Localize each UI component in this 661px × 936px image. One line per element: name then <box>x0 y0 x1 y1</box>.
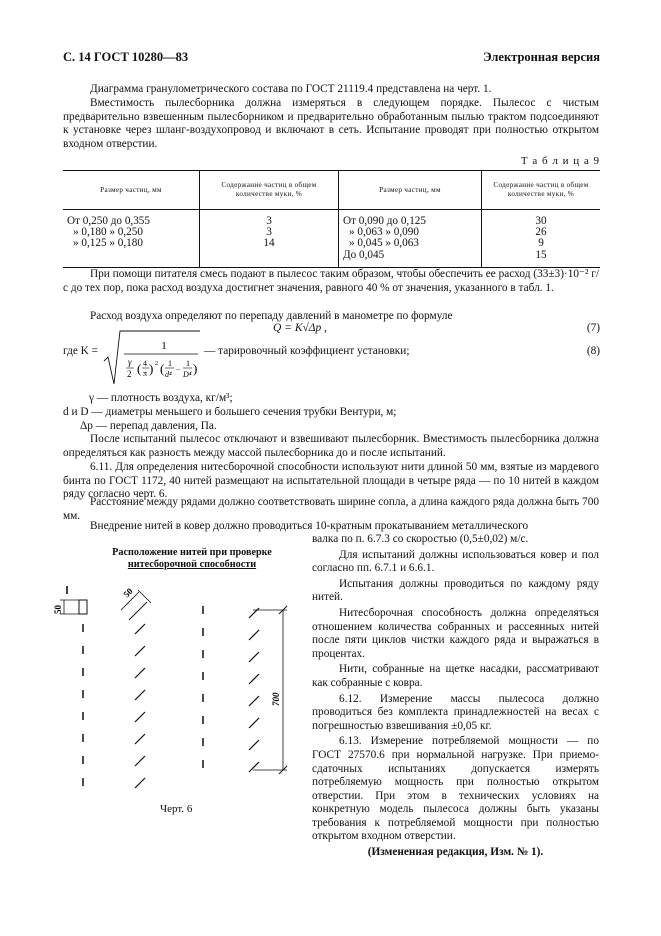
table-header: Размер частиц, мм <box>63 171 200 210</box>
formula-7: Q = K√Δp , <box>273 322 328 334</box>
svg-text:2: 2 <box>127 369 132 379</box>
table-9 <box>63 170 600 268</box>
paragraph-brush: Нити, собранные на щетке насадки, рассматривают как собранные с ковра. <box>312 663 599 689</box>
table-cell: От 0,090 до 0,125 » 0,063 » 0,090 » 0,045 » 0,063 До 0,045 <box>339 210 482 268</box>
dimension-50-vertical: 50 <box>53 605 63 614</box>
amendment-note: (Измененная редакция, Изм. № 1). <box>367 846 544 859</box>
svg-text:D⁴: D⁴ <box>183 370 192 379</box>
svg-text:(: ( <box>160 361 165 376</box>
figure-caption: Черт. 6 <box>160 803 193 815</box>
definition-gamma: γ — плотность воздуха, кг/м³; <box>89 392 233 404</box>
table-header: Содержание частиц в общем количестве муки, % <box>200 171 339 210</box>
svg-text:4: 4 <box>143 359 147 368</box>
table-header: Размер частиц, мм <box>339 171 482 210</box>
formula-8-number: (8) <box>586 345 600 357</box>
figure-6-diagram <box>55 570 305 800</box>
paragraph-pickup: Нитесборочная способность должна определяться отношением количества собранных и рассеянных нитей после пяти циклов чистки каждого ряда и выражаться в процентах. <box>312 606 599 660</box>
svg-text:γ: γ <box>128 357 132 367</box>
paragraph-feeder: При помощи питателя смесь подают в пылесос таким образом, чтобы обеспечить ее расход (33±3)·10⁻² г/с до тех пор, пока расход воздуха достигнет значения, равного 40 % от значения, указанного в табл. 1. <box>63 268 599 294</box>
formula-8-prefix: где K = <box>63 345 99 357</box>
paragraph-row-distance: Расстояние между рядами должно соответствовать ширине сопла, а длина каждого ряда должна быть 700 мм. <box>63 496 599 522</box>
formula-8-tail: — тарировочный коэффициент установки; <box>204 345 410 357</box>
svg-text:1: 1 <box>168 359 172 368</box>
paragraph-diagram: Диаграмма гранулометрического состава по ГОСТ 21119.4 представлена на черт. 1. <box>90 83 492 95</box>
table-header: Содержание частиц в общем количестве муки, % <box>482 171 601 210</box>
table-cell: 3 3 14 <box>200 210 339 268</box>
paragraph-each-row: Испытания должны проводиться по каждому ряду нитей. <box>312 577 599 604</box>
table-cell: 30 26 9 15 <box>482 210 601 268</box>
formula-7-number: (7) <box>586 322 600 334</box>
paragraph-embedding-b: валка по п. 6.7.3 со скоростью (0,5±0,02) м/с. <box>312 533 529 545</box>
svg-text:): ) <box>193 361 198 376</box>
table-cell: От 0,250 до 0,355 » 0,180 » 0,250 » 0,125 » 0,180 <box>63 210 200 268</box>
page-header-right: Электронная версия <box>483 50 600 64</box>
paragraph-capacity: Вместимость пылесборника должна измеряться в следующем порядке. Пылесос с чистым предварительно взвешенным пылесборником и предварительно обработанным пылью трактом подсоединяют к установке через шланг-воздухопровод и включают в сеть. Испытание проводят при полностью открытом входном отверстии. <box>63 97 599 150</box>
formula-8-radical <box>102 329 202 387</box>
paragraph-after-test: После испытаний пылесос отключают и взвешивают пылесборник. Вместимость пылесборника должна определяться как разность между массой пылесборника до и после испытаний. <box>63 433 599 459</box>
paragraph-airflow: Расход воздуха определяют по перепаду давлений в манометре по формуле <box>90 310 453 322</box>
page-header-left: С. 14 ГОСТ 10280—83 <box>63 50 189 64</box>
definition-pressure: Δp — перепад давления, Па. <box>80 420 217 432</box>
svg-text:2: 2 <box>155 361 158 367</box>
figure-title: Расположение нитей при проверке нитесборочной способности <box>112 547 272 570</box>
paragraph-6-13: 6.13. Измерение потребляемой мощности — по ГОСТ 27570.6 при нормальной нагрузке. При приемо-сдаточных испытаниях допускается измерять потребляемую мощность при полностью открытом отверстии. При этом в технических условиях на конкретную модель пылесоса должны быть указаны требования к потребляемой мощности при полностью открытом входном отверстии. <box>312 735 599 843</box>
svg-text:1: 1 <box>161 340 167 352</box>
svg-text:): ) <box>149 361 154 376</box>
dimension-50-diagonal: 50 <box>121 585 135 600</box>
svg-text:1: 1 <box>186 359 190 368</box>
definition-diameters: d и D — диаметры меньшего и большего сечения трубки Вентури, м; <box>63 406 397 418</box>
svg-text:(: ( <box>137 361 142 376</box>
svg-text:π: π <box>143 369 148 378</box>
svg-text:−: − <box>176 365 181 374</box>
paragraph-embedding-a: Внедрение нитей в ковер должно проводиться 10-кратным прокатыванием металлического <box>90 520 529 532</box>
paragraph-6-11: 6.11. Для определения нитесборочной способности используют нити длиной 50 мм, взятые из мардевого бинта по ГОСТ 1172, 40 нитей размещают на испытательной площади в четыре ряда — по 10 нитей в каждом ряду согласно черт. 6. <box>63 461 599 501</box>
dimension-700: 700 <box>271 692 281 706</box>
svg-text:d⁴: d⁴ <box>165 370 172 379</box>
paragraph-6-12: 6.12. Измерение массы пылесоса должно проводиться без комплекта принадлежностей на весах с погрешностью взвешивания ±0,05 кг. <box>312 692 599 732</box>
table-caption: Т а б л и ц а 9 <box>520 155 600 167</box>
right-column <box>312 533 599 860</box>
paragraph-carpet: Для испытаний должны использоваться ковер и пол согласно пп. 6.7.1 и 6.6.1. <box>312 548 599 575</box>
